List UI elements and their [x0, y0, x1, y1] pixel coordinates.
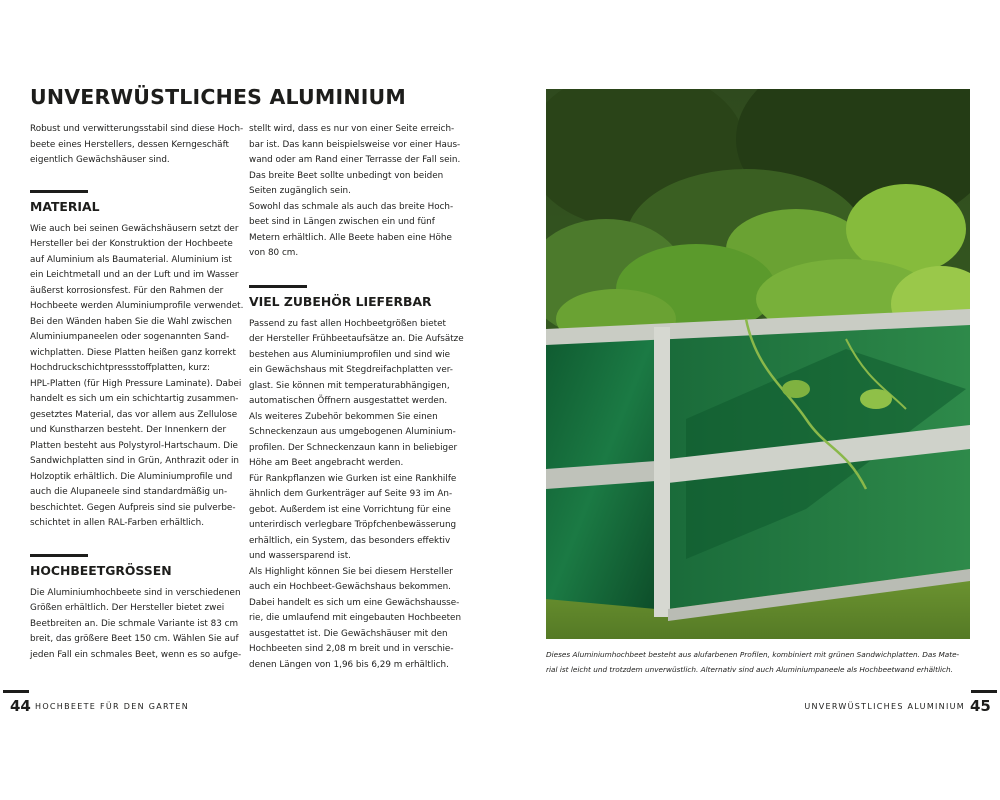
text-line: beete eines Herstellers, dessen Kerngeschäft: [30, 139, 229, 150]
text-line: Das breite Beet sollte unbedingt von beiden: [249, 170, 444, 181]
text-line: ein Leichtmetall und an der Luft und im Wasser: [30, 270, 239, 280]
accessories-paragraph: [249, 317, 464, 674]
text-line: beschichtet. Gegen Aufpreis sind sie pulverbe-: [30, 502, 236, 513]
text-line: und wassersparend ist.: [249, 551, 351, 561]
text-line: rie, die umlaufend mit eingebauten Hochbeeten: [249, 613, 462, 623]
running-footer-left: HOCHBEETE FÜR DEN GARTEN: [35, 702, 190, 711]
text-line: ausgestattet ist. Die Gewächshäuser mit den: [249, 628, 448, 639]
text-line: eigentlich Gewächshäuser sind.: [30, 155, 170, 165]
text-line: ein Gewächshaus mit Stegdreifachplatten ver-: [249, 365, 453, 375]
vine-leaf: [860, 389, 892, 409]
photo-caption: [546, 647, 974, 677]
text-line: Hochbeete werden Aluminiumprofile verwendet.: [30, 301, 244, 311]
sizes-paragraph: [30, 586, 242, 664]
section-rule: [30, 190, 88, 193]
folio-bar-left: [3, 690, 29, 693]
text-line: glast. Sie können mit temperaturabhängigen,: [249, 380, 450, 391]
text-line: Hersteller bei der Konstruktion der Hochbeete: [30, 239, 233, 249]
page-title: UNVERWÜSTLICHES ALUMINIUM: [30, 85, 406, 109]
raised-bed-photo: [546, 89, 970, 639]
text-line: Die Aluminiumhochbeete sind in verschiedenen: [30, 587, 241, 598]
text-line: Sowohl das schmale als auch das breite Hoch-: [249, 201, 454, 212]
text-line: Hochdruckschichtpressstoffplatten, kurz:: [30, 363, 210, 373]
aluminium-corner-post: [654, 327, 670, 617]
text-column-left: [30, 122, 242, 663]
text-line: Dabei handelt es sich um eine Gewächshausse-: [249, 597, 460, 608]
text-line: Schneckenzaun aus umgebogenen Aluminium-: [249, 427, 456, 437]
text-line: HPL-Platten (für High Pressure Laminate). Dabei: [30, 378, 242, 389]
text-line: Holzoptik erhältlich. Die Aluminiumprofile und: [30, 471, 233, 482]
text-line: unterirdisch verlegbare Tröpfchenbewässerung: [249, 520, 457, 530]
material-paragraph: [30, 222, 242, 532]
text-line: erhältlich, ein System, das besonders effektiv: [249, 535, 451, 546]
text-line: Bei den Wänden haben Sie die Wahl zwischen: [30, 316, 232, 327]
text-line: ähnlich dem Gurkenträger auf Seite 93 im An-: [249, 489, 453, 499]
text-line: Dieses Aluminiumhochbeet besteht aus alufarbenen Profilen, kombiniert mit grünen Sandwichplatten. Das Mate-: [546, 650, 960, 659]
text-line: wichplatten. Diese Platten heißen ganz korrekt: [30, 347, 236, 358]
text-line: der Hersteller Frühbeetaufsätze an. Die Aufsätze: [249, 334, 464, 344]
running-footer-right: UNVERWÜSTLICHES ALUMINIUM: [804, 702, 965, 711]
text-line: gesetztes Material, das vor allem aus Zellulose: [30, 409, 238, 420]
text-line: automatischen Öffnern ausgestattet werden.: [249, 396, 448, 406]
text-line: stellt wird, dass es nur von einer Seite erreich-: [249, 124, 455, 134]
raised-bed-illustration: [546, 89, 970, 639]
text-line: äußerst korrosionsfest. Für den Rahmen der: [30, 285, 224, 296]
text-line: Sandwichplatten sind in Grün, Anthrazit oder in: [30, 456, 240, 466]
continuation-paragraph: [249, 122, 461, 262]
page-number-left: 44: [10, 697, 31, 715]
text-line: Platten besteht aus Polystyrol-Hartschaum. Die: [30, 440, 238, 451]
text-line: Als weiteres Zubehör bekommen Sie einen: [249, 411, 438, 422]
text-line: Für Rankpflanzen wie Gurken ist eine Rankhilfe: [249, 473, 457, 484]
vine-leaf: [782, 380, 810, 398]
section-rule: [249, 285, 307, 288]
text-line: Größen erhältlich. Der Hersteller bietet zwei: [30, 603, 225, 613]
section-rule: [30, 554, 88, 557]
text-line: Beetbreiten an. Die schmale Variante ist 83 cm: [30, 618, 239, 629]
text-line: Robust und verwitterungsstabil sind diese Hoch-: [30, 124, 244, 134]
text-line: beet sind in Längen zwischen ein und fünf: [249, 217, 435, 227]
text-line: handelt es sich um ein schichtartig zusammen-: [30, 394, 239, 404]
text-line: rial ist leicht und trotzdem unverwüstlich. Alternativ sind auch Aluminiumpaneele als Hochbeetwand erhältlich.: [546, 665, 953, 674]
text-line: Wie auch bei seinen Gewächshäusern setzt der: [30, 223, 239, 234]
text-line: Metern erhältlich. Alle Beete haben eine Höhe: [249, 232, 452, 243]
text-line: jeden Fall ein schmales Beet, wenn es so aufge-: [30, 649, 242, 660]
text-line: Als Highlight können Sie bei diesem Hersteller: [249, 566, 453, 577]
text-line: von 80 cm.: [249, 248, 299, 258]
folio-bar-right: [971, 690, 997, 693]
heading-zubehoer: VIEL ZUBEHÖR LIEFERBAR: [249, 293, 432, 309]
text-line: wand oder am Rand einer Terrasse der Fall sein.: [249, 155, 461, 165]
text-line: bar ist. Das kann beispielsweise vor einer Haus-: [249, 139, 461, 150]
text-line: auch ein Hochbeet-Gewächshaus bekommen.: [249, 582, 451, 592]
text-line: denen Längen von 1,96 bis 6,29 m erhältlich.: [249, 659, 449, 670]
text-line: Seiten zugänglich sein.: [249, 186, 351, 196]
text-line: Aluminiumpaneelen oder sogenannten Sand-: [30, 332, 230, 342]
text-line: schichtet in allen RAL-Farben erhältlich.: [30, 518, 204, 528]
text-line: Passend zu fast allen Hochbeetgrößen bietet: [249, 318, 446, 329]
heading-hochbeetgroessen: HOCHBEETGRÖSSEN: [30, 562, 172, 578]
text-line: gebot. Außerdem ist eine Vorrichtung für eine: [249, 504, 451, 515]
text-line: Hochbeeten sind 2,08 m breit und in verschie-: [249, 644, 454, 654]
text-line: auf Aluminium als Baumaterial. Aluminium ist: [30, 254, 232, 265]
text-column-middle: [249, 122, 464, 673]
text-line: Höhe am Beet angebracht werden.: [249, 458, 404, 468]
intro-paragraph: [30, 122, 242, 169]
text-line: breit, das größere Beet 150 cm. Wählen Sie auf: [30, 634, 239, 644]
text-line: und Kunstharzen besteht. Der Innenkern der: [30, 425, 227, 435]
text-line: profilen. Der Schneckenzaun kann in beliebiger: [249, 442, 458, 453]
text-line: bestehen aus Aluminiumprofilen und sind wie: [249, 349, 451, 360]
text-line: auch die Alupaneele sind standardmäßig un-: [30, 487, 228, 497]
heading-material: MATERIAL: [30, 198, 100, 214]
page-number-right: 45: [970, 697, 991, 715]
